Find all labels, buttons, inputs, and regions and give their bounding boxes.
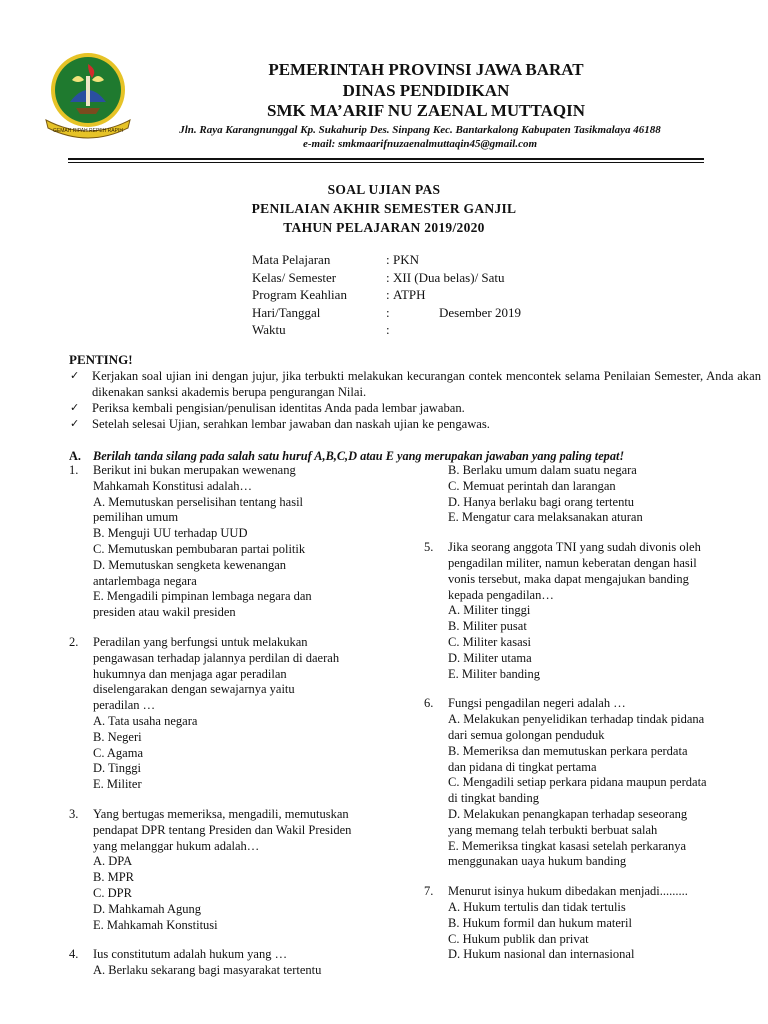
question-text: Peradilan yang berfungsi untuk melakukan [93, 634, 308, 649]
answer-option: D. Mahkamah Agung [93, 901, 201, 916]
header-divider-thin [68, 162, 704, 163]
answer-option: B. Negeri [93, 729, 142, 744]
answer-option: dan pidana di tingkat pertama [448, 759, 597, 774]
question-number: 7. [424, 884, 434, 899]
answer-option: A. Berlaku sekarang bagi masyarakat tertentu [93, 963, 322, 978]
answer-option: di tingkat banding [448, 791, 539, 806]
answer-option: E. Militer [93, 777, 142, 792]
question [424, 696, 764, 870]
answer-option: yang memang telah terbukti berbuat salah [448, 822, 658, 837]
note-item [69, 400, 761, 416]
identity-colon: : [386, 322, 390, 338]
question [69, 635, 389, 793]
answer-option: antarlembaga negara [93, 573, 197, 588]
answer-option: A. DPA [93, 854, 133, 869]
checkmark-icon: ✓ [70, 401, 80, 414]
answer-option: C. Memutuskan pembubaran partai politik [93, 541, 306, 556]
answer-option: B. Menguji UU terhadap UUD [93, 526, 248, 541]
question [69, 807, 389, 933]
identity-colon: : [386, 304, 390, 320]
identity-label: Program Keahlian [252, 287, 347, 303]
header-divider-thick [68, 158, 704, 160]
questions-right-column [424, 463, 764, 977]
answer-option: E. Mahkamah Konstitusi [93, 917, 218, 932]
question-text: Ius constitutum adalah hukum yang … [93, 947, 288, 962]
question [69, 463, 389, 621]
kop-government: PEMERINTAH PROVINSI JAWA BARAT [268, 60, 584, 79]
answer-option: D. Tinggi [93, 761, 141, 776]
answer-option: D. Memutuskan sengketa kewenangan [93, 557, 286, 572]
question [424, 540, 764, 682]
identity-colon: : [386, 252, 390, 267]
identity-label: Waktu [252, 322, 286, 338]
answer-option: A. Militer tinggi [448, 603, 531, 618]
exam-year: TAHUN PELAJARAN 2019/2020 [283, 220, 485, 235]
answer-option: D. Hukum nasional dan internasional [448, 947, 635, 962]
identity-value: ATPH [393, 287, 426, 303]
answer-option: pemilihan umum [93, 510, 179, 525]
section-letter: A. [69, 449, 81, 463]
section-a-instruction [69, 449, 761, 464]
checkmark-icon: ✓ [70, 417, 80, 430]
answer-option: B. Memeriksa dan memutuskan perkara perdata [448, 743, 688, 758]
answer-option: C. Memuat perintah dan larangan [448, 478, 616, 493]
answer-option: C. Mengadili setiap perkara pidana maupun perdata [448, 775, 707, 790]
question-text: kepada pengadilan… [448, 587, 554, 602]
answer-option: C. Agama [93, 745, 143, 760]
answer-option: D. Melakukan penangkapan terhadap seseorang [448, 806, 688, 821]
answer-option: menggunakan uaya hukum banding [448, 854, 627, 869]
answer-option: B. Berlaku umum dalam suatu negara [448, 463, 637, 477]
checkmark-icon: ✓ [70, 369, 80, 382]
identity-value: PKN [393, 252, 420, 267]
answer-option: A. Hukum tertulis dan tidak tertulis [448, 899, 626, 914]
answer-option: C. DPR [93, 885, 132, 900]
question-text: pengawasan terhadap jalannya perdilan di daerah [93, 650, 340, 665]
note-item [69, 416, 761, 432]
identity-label: Mata Pelajaran [252, 252, 331, 267]
note-text: Periksa kembali pengisian/penulisan identitas Anda pada lembar jawaban. [92, 401, 465, 415]
answer-option: E. Militer banding [448, 666, 540, 681]
identity-colon: : [386, 287, 390, 303]
question-number: 5. [424, 540, 434, 555]
answer-option: C. Hukum publik dan privat [448, 931, 589, 946]
identity-label: Hari/Tanggal [252, 304, 321, 320]
important-notes [69, 368, 761, 432]
answer-option: E. Memeriksa tingkat kasasi setelah perkaranya [448, 838, 687, 853]
identity-value: Desember 2019 [439, 304, 521, 320]
exam-subtitle: PENILAIAN AKHIR SEMESTER GANJIL [251, 201, 517, 216]
question-number: 1. [69, 463, 79, 477]
answer-option: A. Memutuskan perselisihan tentang hasil [93, 494, 304, 509]
kop-email: e-mail: smkmaarifnuzaenalmuttaqin45@gmail.com [302, 138, 538, 150]
answer-option: E. Mengatur cara melaksanakan aturan [448, 510, 643, 525]
question-number: 4. [69, 947, 79, 962]
question-text: Menurut isinya hukum dibedakan menjadi......... [448, 884, 688, 899]
kop-school-name: SMK MA’ARIF NU ZAENAL MUTTAQIN [267, 101, 585, 120]
answer-option: B. MPR [93, 870, 134, 885]
question [69, 947, 389, 979]
question-text: yang melanggar hukum adalah… [93, 838, 260, 853]
question-text: vonis tersebut, maka dapat mengajukan banding [448, 571, 689, 586]
question-number: 2. [69, 634, 79, 649]
questions-left-column [69, 463, 389, 993]
answer-option: C. Militer kasasi [448, 634, 531, 649]
answer-option: presiden atau wakil presiden [93, 605, 236, 620]
question-text: Yang bertugas memeriksa, mengadili, memutuskan [93, 806, 349, 821]
question-text: pengadilan militer, namun keberatan dengan hasil [448, 555, 697, 570]
question-text: Berikut ini bukan merupakan wewenang [93, 463, 296, 477]
question-text: Mahkamah Konstitusi adalah… [93, 478, 252, 493]
identity-colon: : [386, 269, 390, 285]
answer-option: D. Hanya berlaku bagi orang tertentu [448, 494, 635, 509]
question [424, 884, 764, 963]
answer-option: B. Militer pusat [448, 619, 527, 634]
important-heading: PENTING! [69, 352, 133, 367]
note-text: Kerjakan soal ujian ini dengan jujur, jika terbukti melakukan kecurangan contek mencontek selama Penilaian Semester, Anda akan dikenakan sanksi akademis berupa pengurangan Nilai. [92, 369, 761, 399]
identity-value: XII (Dua belas)/ Satu [393, 269, 505, 285]
identity-label: Kelas/ Semester [252, 269, 337, 285]
answer-option: A. Melakukan penyelidikan terhadap tindak pidana [448, 712, 705, 727]
answer-option: D. Militer utama [448, 650, 532, 665]
question-number: 6. [424, 696, 434, 711]
answer-option: dari semua golongan penduduk [448, 727, 605, 742]
answer-option: E. Mengadili pimpinan lembaga negara dan [93, 589, 312, 604]
answer-option: B. Hukum formil dan hukum materil [448, 915, 633, 930]
section-instruction-text: Berilah tanda silang pada salah satu huruf A,B,C,D atau E yang merupakan jawaban yang paling tepat! [93, 449, 625, 463]
answer-option: A. Tata usaha negara [93, 713, 198, 728]
question-text: peradilan … [93, 698, 156, 713]
logo-ribbon-text: GEMAH RIPAH REPEH RAPIH [53, 128, 123, 134]
note-item [69, 368, 761, 400]
note-text: Setelah selesai Ujian, serahkan lembar jawaban dan naskah ujian ke pengawas. [92, 417, 490, 431]
question-text: hukumnya dan menjaga agar peradilan [93, 666, 287, 681]
question-text: Fungsi pengadilan negeri adalah … [448, 696, 626, 711]
question-text: diselengarakan dengan sewajarnya yaitu [93, 682, 295, 697]
kop-address: Jln. Raya Karangnunggal Kp. Sukahurip Des. Sinpang Kec. Bantarkalong Kabupaten Tasikmalaya 46188 [179, 124, 661, 136]
kop-agency: DINAS PENDIDIKAN [342, 81, 510, 100]
question-text: pendapat DPR tentang Presiden dan Wakil Presiden [93, 822, 352, 837]
question-number: 3. [69, 806, 79, 821]
question-4-continuation [424, 463, 764, 526]
question-text: Jika seorang anggota TNI yang sudah divonis oleh [448, 540, 701, 555]
exam-title: SOAL UJIAN PAS [327, 182, 441, 197]
